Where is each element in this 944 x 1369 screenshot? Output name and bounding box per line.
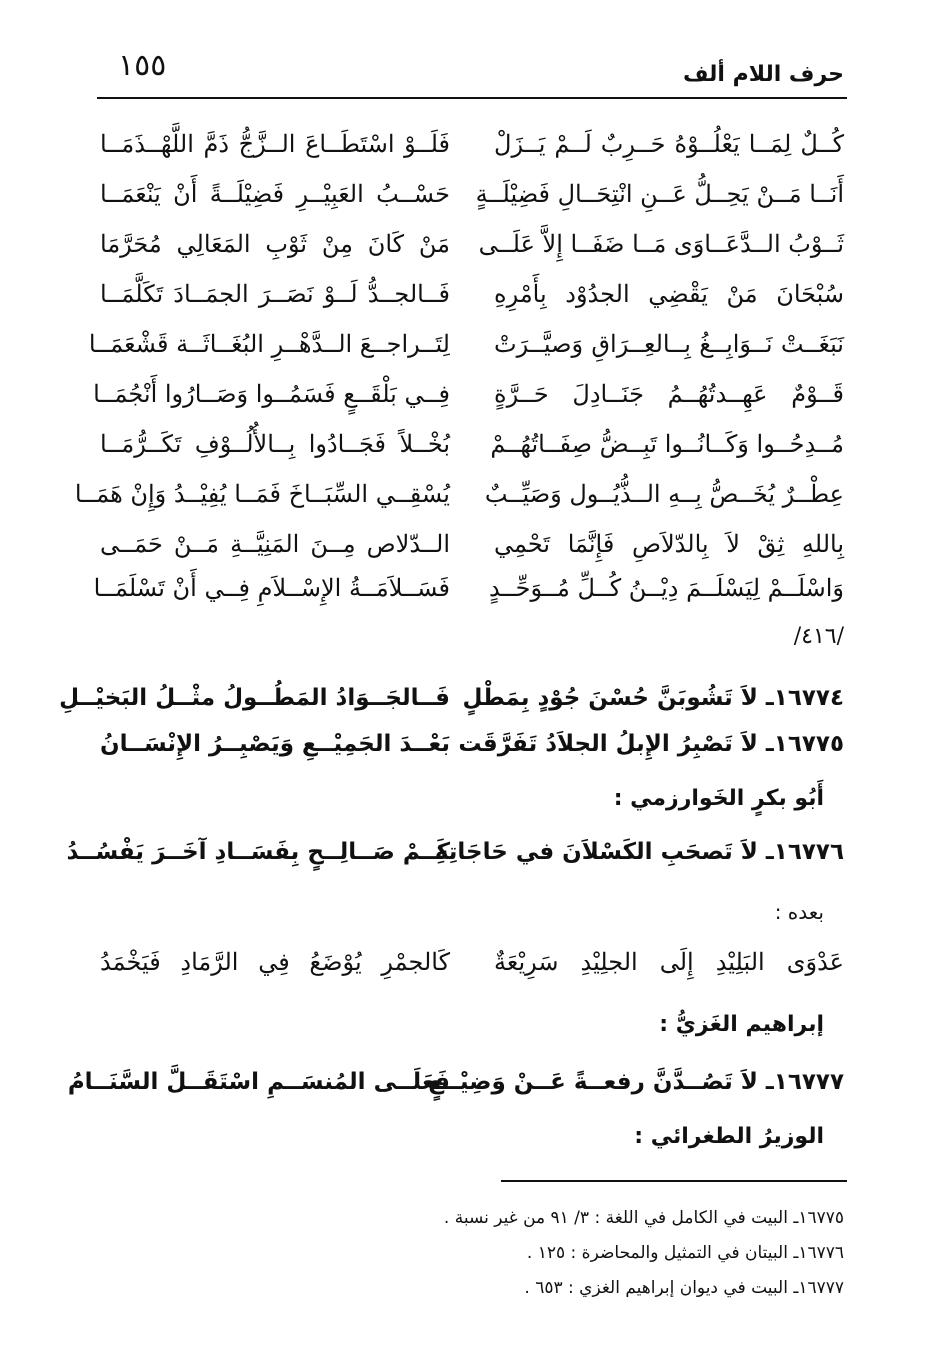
second-hemistich: بَعْــدَ الجَمِيْــعِ وَيَصْبِــرُ الإِنْسَــانُ	[99, 731, 450, 757]
entry-verse	[100, 722, 844, 772]
first-hemistich: ١٦٧٧٥ـ لاَ تَصْبِرُ الإِبلُ الجلاَدُ تَفَرَّقَت	[458, 731, 844, 757]
verse	[93, 566, 844, 616]
second-hemistich: فَــالجــدُّ لَــوْ نَصَــرَ الجمَــادَ تَكَلَّمَــا	[100, 280, 450, 308]
first-hemistich: أَنَــا مَــنْ يَحِــلُّ عَــنِ انْتِحَــالِ فَضِيْلَــةٍ	[475, 180, 844, 208]
entry-verse	[67, 1060, 844, 1110]
first-hemistich: قَــوْمٌ عَهِــدتُهُــمُ جَنَــادِلَ حَــرَّةٍ	[494, 380, 844, 408]
footnote-rule	[501, 1180, 847, 1182]
verse	[74, 472, 844, 522]
second-hemistich: فَعَلَــى المُنسَــمِ اسْتَقَــلَّ السَّنَــامُ	[67, 1069, 450, 1095]
first-hemistich: ١٦٧٧٦ـ لاَ تَصحَبِ الكَسْلاَنَ في حَاجَاتِهِ	[434, 839, 844, 865]
verse	[100, 522, 844, 572]
second-hemistich: بُخْــلاً فَجَــادُوا بِــالأُلُــوْفِ تَكَــرُّمَــا	[100, 430, 450, 458]
second-hemistich: فَــالجَــوَادُ المَطُــولُ مثْــلُ البَخيْــلِ	[59, 685, 450, 711]
verse	[100, 172, 844, 222]
second-hemistich: فَسَــلاَمَــةُ الإِسْــلاَمِ فِــي أَنْ تَسْلَمَــا	[93, 574, 450, 602]
first-hemistich: بِاللهِ ثِقْ لاَ بِالدّلاَصِ فَإِنَّمَا تَحْمِي	[494, 530, 844, 558]
first-hemistich: مُــدِحُــوا وَكَــانُــوا تَبِــضُّ صِفَــاتُهُــمْ	[490, 430, 844, 458]
first-hemistich: نَبَغَــتْ نَــوَابِــغُ بِــالعِــرَاقِ وَصيَّــرَتْ	[494, 330, 844, 358]
first-hemistich: ١٦٧٧٧ـ لاَ تَصُــدَّنَّ رفعــةً عَــنْ وَضِيْــعٍ	[428, 1069, 844, 1095]
second-hemistich: فِــي بَلْقَــعٍ فَسَمُــوا وَصَــارُوا أَنْجُمَــا	[93, 380, 450, 408]
entry-verse	[59, 676, 844, 726]
first-hemistich: عَدْوَى البَلِيْدِ إِلَى الجلِيْدِ سَرِيْعَةٌ	[494, 948, 844, 976]
second-hemistich: الــدّلاص مِــنَ المَنِيَّــةِ مَــنْ حَمَــى	[100, 530, 450, 558]
verse	[100, 272, 844, 322]
second-hemistich: حَسْــبُ العَبِيْــرِ فَضِيْلَــةً أَنْ يَنْعَمَــا	[100, 180, 450, 208]
verse	[100, 940, 844, 990]
second-hemistich: كَــمْ صَــالِــحٍ بِفَسَــادِ آخَــرَ يَفْسُــدُ	[66, 839, 450, 865]
verse	[100, 222, 844, 272]
running-title: حرف اللام ألف	[682, 62, 844, 87]
first-hemistich: سُبْحَانَ مَنْ يَقْضِي الجدُوْد بِأَمْرِهِ	[494, 280, 844, 308]
poet-name: أَبُو بكرٍ الخَوارزمي :	[613, 786, 824, 811]
footnote: ١٦٧٧٧ـ البيت في ديوان إبراهيم الغزي : ٦٥٣ .	[524, 1278, 844, 1298]
second-hemistich: كَالجمْرِ يُوْضَعُ فِي الرَّمَادِ فَيَخْمَدُ	[100, 948, 450, 976]
after-label: بعده :	[774, 900, 824, 924]
second-hemistich: يُسْقِــي السِّبَــاخَ فَمَــا يُفِيْــدُ وَإِنْ هَمَــا	[74, 480, 450, 508]
page-number: ١٥٥	[118, 48, 167, 83]
first-hemistich: ١٦٧٧٤ـ لاَ تَشُوبَنَّ حُسْنَ جُوْدٍ بِمَطْلٍ	[462, 685, 844, 711]
verse	[100, 422, 844, 472]
first-hemistich: وَاسْلَــمْ لِيَسْلَــمَ دِيْــنُ كُــلِّ مُــوَحِّــدٍ	[489, 574, 844, 602]
header-rule	[97, 97, 847, 99]
first-hemistich: عِطْــرٌ يُخَــصُّ بِــهِ الــذُّيُــول وَصَيِّــبٌ	[484, 480, 844, 508]
second-hemistich: فَلَــوْ اسْتَطَــاعَ الــزَّجُّ ذَمَّ اللَّهْــذَمَــا	[100, 130, 450, 158]
second-hemistich: مَنْ كَانَ مِنْ ثَوْبِ المَعَالِي مُحَرَّمَا	[100, 230, 450, 258]
footnote: ١٦٧٧٥ـ البيت في الكامل في اللغة : ٣/ ٩١ من غير نسبة .	[443, 1208, 844, 1228]
poet-name: الوزيرُ الطغرائي :	[634, 1124, 824, 1149]
verse	[88, 322, 844, 372]
first-hemistich: كُــلٌ لِمَــا يَعْلُــوْهُ حَــرِبٌ لَــمْ يَــزَلْ	[494, 130, 844, 158]
verse	[93, 372, 844, 422]
first-hemistich: ثَــوْبُ الــدَّعَــاوَى مَــا ضَفَــا إِلاَّ عَلَــى	[478, 230, 844, 258]
poet-name: إبراهيم الغَزيُّ :	[659, 1012, 824, 1037]
entry-verse	[66, 830, 844, 880]
footnote: ١٦٧٧٦ـ البيتان في التمثيل والمحاضرة : ١٢٥ .	[526, 1243, 844, 1263]
source-reference: /٤١٦/	[793, 624, 844, 649]
verse	[100, 122, 844, 172]
second-hemistich: لِتَــراجــعَ الــدَّهْــرِ البُغَــاثَــة قَشْعَمَــا	[88, 330, 450, 358]
